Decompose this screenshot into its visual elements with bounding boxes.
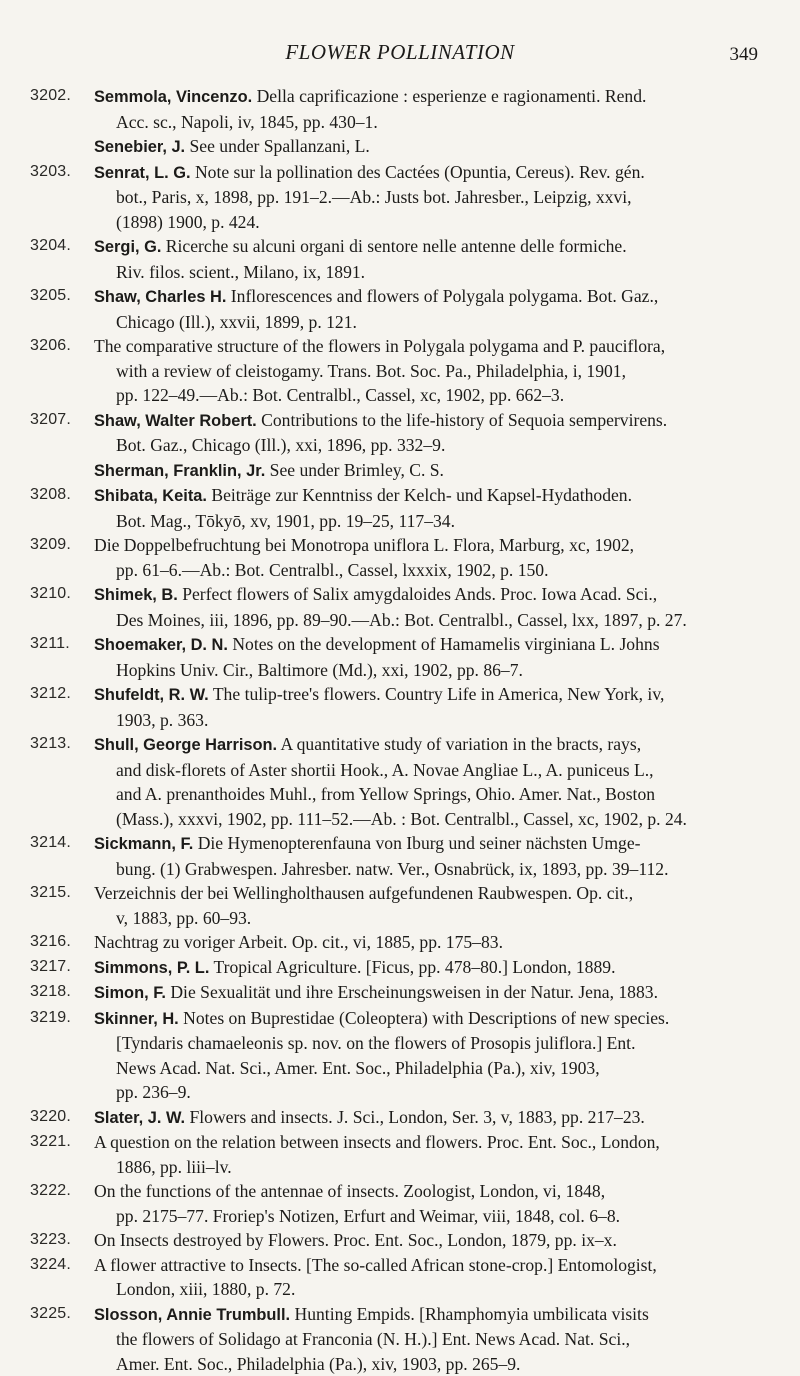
bibliography-entry [30, 1179, 765, 1228]
bibliography-entry [30, 732, 765, 831]
entry-author: Shoemaker, D. N. [94, 636, 228, 654]
bibliography-entry [30, 458, 765, 484]
entry-text: Nachtrag zu voriger Arbeit. Op. cit., vi, 1885, pp. 175–83. [94, 932, 503, 952]
entry-line [94, 881, 765, 906]
entry-text: and disk-florets of Aster shortii Hook., A. Novae Angliae L., A. puniceus L., [116, 760, 654, 780]
bibliography-entry [30, 234, 765, 284]
entry-text: Verzeichnis der bei Wellingholthausen aufgefundenen Raubwespen. Op. cit., [94, 883, 633, 903]
entry-author: Shimek, B. [94, 586, 178, 604]
entry-author: Semmola, Vincenzo. [94, 88, 252, 106]
entry-text: See under Brimley, C. S. [265, 460, 444, 480]
entry-number: 3225. [30, 1302, 86, 1327]
entry-number: 3213. [30, 732, 86, 757]
entry-number: 3212. [30, 682, 86, 707]
bibliography-entry [30, 284, 765, 334]
entry-line [94, 831, 765, 857]
entry-text: pp. 236–9. [116, 1082, 191, 1102]
entry-number: 3215. [30, 881, 86, 906]
entry-text: Hunting Empids. [Rhamphomyia umbilicata visits [290, 1304, 649, 1324]
entry-number: 3220. [30, 1105, 86, 1130]
entry-text: Notes on Buprestidae (Coleoptera) with Descriptions of new species. [179, 1008, 670, 1028]
entry-text: v, 1883, pp. 60–93. [116, 908, 251, 928]
entry-text: Contributions to the life-history of Sequoia sempervirens. [257, 410, 667, 430]
bibliography-entry [30, 84, 765, 134]
entry-line [94, 758, 765, 783]
bibliography-entry [30, 1006, 765, 1105]
entry-text: Flowers and insects. J. Sci., London, Ser. 3, v, 1883, pp. 217–23. [185, 1107, 645, 1127]
entry-text: Tropical Agriculture. [Ficus, pp. 478–80.] London, 1889. [209, 957, 615, 977]
entry-number: 3217. [30, 955, 86, 980]
entry-text: The comparative structure of the flowers in Polygala polygama and P. pauciflora, [94, 336, 665, 356]
entry-text: News Acad. Nat. Sci., Amer. Ent. Soc., Philadelphia (Pa.), xiv, 1903, [116, 1058, 600, 1078]
entry-author: Skinner, H. [94, 1010, 179, 1028]
entry-text: Notes on the development of Hamamelis virginiana L. Johns [228, 634, 660, 654]
entry-author: Senebier, J. [94, 138, 185, 156]
entry-author: Simmons, P. L. [94, 959, 209, 977]
entry-text: Die Sexualität und ihre Erscheinungsweisen in der Natur. Jena, 1883. [166, 982, 658, 1002]
entry-number: 3218. [30, 980, 86, 1005]
entry-line [94, 708, 765, 733]
entry-text: Acc. sc., Napoli, iv, 1845, pp. 430–1. [116, 112, 378, 132]
entry-line [94, 1006, 765, 1032]
entry-text: pp. 61–6.—Ab.: Bot. Centralbl., Cassel, lxxxix, 1902, p. 150. [116, 560, 549, 580]
entry-number: 3214. [30, 831, 86, 856]
entry-author: Senrat, L. G. [94, 164, 191, 182]
bibliography-entry [30, 1130, 765, 1179]
entry-line [94, 1327, 765, 1352]
bibliography-entry [30, 582, 765, 632]
entry-line [94, 1155, 765, 1180]
entry-text: A quantitative study of variation in the bracts, rays, [277, 734, 641, 754]
bibliography-entry [30, 1228, 765, 1253]
entry-text: bung. (1) Grabwespen. Jahresber. natw. Ver., Osnabrück, ix, 1893, pp. 39–112. [116, 859, 668, 879]
entry-text: 1903, p. 363. [116, 710, 208, 730]
entry-line [94, 458, 765, 484]
bibliography-entry [30, 1253, 765, 1302]
entry-number: 3219. [30, 1006, 86, 1031]
entry-line [94, 1056, 765, 1081]
entry-number: 3216. [30, 930, 86, 955]
bibliography-entry [30, 930, 765, 955]
entry-line [94, 582, 765, 608]
entry-text: Des Moines, iii, 1896, pp. 89–90.—Ab.: Bot. Centralbl., Cassel, lxx, 1897, p. 27. [116, 610, 687, 630]
running-title: FLOWER POLLINATION [0, 40, 800, 65]
entry-text: and A. prenanthoides Muhl., from Yellow Springs, Ohio. Amer. Nat., Boston [116, 784, 655, 804]
entry-line [94, 84, 765, 110]
entry-line [94, 632, 765, 658]
entry-line [94, 1130, 765, 1155]
entry-number: 3205. [30, 284, 86, 309]
entry-text: A flower attractive to Insects. [The so-called African stone-crop.] Entomologist, [94, 1255, 657, 1275]
entry-line [94, 110, 765, 135]
entry-text: Chicago (Ill.), xxvii, 1899, p. 121. [116, 312, 357, 332]
entry-line [94, 857, 765, 882]
entry-number: 3211. [30, 632, 86, 657]
bibliography-entry [30, 1302, 765, 1376]
entry-number: 3209. [30, 533, 86, 558]
entry-text: See under Spallanzani, L. [185, 136, 370, 156]
bibliography-entry [30, 682, 765, 732]
entry-number: 3223. [30, 1228, 86, 1253]
entry-line [94, 134, 765, 160]
entry-number: 3221. [30, 1130, 86, 1155]
entry-text: Inflorescences and flowers of Polygala polygama. Bot. Gaz., [226, 286, 658, 306]
entry-line [94, 1228, 765, 1253]
entry-author: Slosson, Annie Trumbull. [94, 1306, 290, 1324]
entry-text: Hopkins Univ. Cir., Baltimore (Md.), xxi, 1902, pp. 86–7. [116, 660, 523, 680]
entry-number: 3222. [30, 1179, 86, 1204]
entry-text: Bot. Gaz., Chicago (Ill.), xxi, 1896, pp. 332–9. [116, 435, 445, 455]
entry-line [94, 1204, 765, 1229]
entry-text: Bot. Mag., Tōkyō, xv, 1901, pp. 19–25, 117–34. [116, 511, 455, 531]
entry-line [94, 533, 765, 558]
entry-line [94, 1105, 765, 1131]
entry-line [94, 483, 765, 509]
entry-line [94, 160, 765, 186]
bibliography-entry [30, 980, 765, 1006]
bibliography-entry [30, 1105, 765, 1131]
entry-text: Della caprificazione : esperienze e ragionamenti. Rend. [252, 86, 646, 106]
entry-line [94, 359, 765, 384]
entry-text: the flowers of Solidago at Franconia (N. H.).] Ent. News Acad. Nat. Sci., [116, 1329, 630, 1349]
bibliography-entry [30, 408, 765, 458]
entry-text: 1886, pp. liii–lv. [116, 1157, 232, 1177]
page-number: 349 [730, 44, 759, 66]
entry-line [94, 658, 765, 683]
entry-line [94, 284, 765, 310]
entry-text: Ricerche su alcuni organi di sentore nelle antenne delle formiche. [161, 236, 626, 256]
entry-line [94, 1080, 765, 1105]
bibliography-entry [30, 955, 765, 981]
entry-text: Amer. Ent. Soc., Philadelphia (Pa.), xiv, 1903, pp. 265–9. [116, 1354, 520, 1374]
bibliography-list [30, 84, 765, 1376]
entry-line [94, 210, 765, 235]
entry-line [94, 408, 765, 434]
entry-line [94, 930, 765, 955]
entry-line [94, 310, 765, 335]
entry-text: [Tyndaris chamaeleonis sp. nov. on the flowers of Prosopis juliflora.] Ent. [116, 1033, 635, 1053]
entry-text: pp. 2175–77. Froriep's Notizen, Erfurt and Weimar, viii, 1848, col. 6–8. [116, 1206, 620, 1226]
entry-line [94, 509, 765, 534]
entry-line [94, 1302, 765, 1328]
bibliography-entry [30, 632, 765, 682]
entry-author: Simon, F. [94, 984, 166, 1002]
entry-author: Sickmann, F. [94, 835, 193, 853]
entry-line [94, 807, 765, 832]
entry-line [94, 782, 765, 807]
entry-text: Note sur la pollination des Cactées (Opuntia, Cereus). Rev. gén. [191, 162, 645, 182]
entry-text: (Mass.), xxxvi, 1902, pp. 111–52.—Ab. : Bot. Centralbl., Cassel, xc, 1902, p. 24. [116, 809, 687, 829]
entry-text: (1898) 1900, p. 424. [116, 212, 260, 232]
entry-number: 3208. [30, 483, 86, 508]
bibliography-entry [30, 160, 765, 235]
bibliography-entry [30, 334, 765, 408]
entry-line [94, 906, 765, 931]
entry-line [94, 732, 765, 758]
entry-text: London, xiii, 1880, p. 72. [116, 1279, 295, 1299]
entry-text: On the functions of the antennae of insects. Zoologist, London, vi, 1848, [94, 1181, 605, 1201]
entry-line [94, 433, 765, 458]
entry-line [94, 334, 765, 359]
entry-text: Perfect flowers of Salix amygdaloides Ands. Proc. Iowa Acad. Sci., [178, 584, 657, 604]
page-header [0, 40, 800, 70]
entry-line [94, 383, 765, 408]
entry-number: 3203. [30, 160, 86, 185]
bibliography-entry [30, 134, 765, 160]
entry-number: 3204. [30, 234, 86, 259]
entry-line [94, 185, 765, 210]
entry-author: Shufeldt, R. W. [94, 686, 209, 704]
entry-line [94, 558, 765, 583]
entry-author: Sherman, Franklin, Jr. [94, 462, 265, 480]
entry-line [94, 1352, 765, 1376]
entry-line [94, 260, 765, 285]
entry-text: bot., Paris, x, 1898, pp. 191–2.—Ab.: Justs bot. Jahresber., Leipzig, xxvi, [116, 187, 632, 207]
bibliography-entry [30, 881, 765, 930]
entry-text: Die Hymenopterenfauna von Iburg und seiner nächsten Umge- [193, 833, 640, 853]
entry-line [94, 1253, 765, 1278]
entry-author: Shibata, Keita. [94, 487, 207, 505]
entry-author: Shull, George Harrison. [94, 736, 277, 754]
entry-line [94, 1031, 765, 1056]
entry-line [94, 980, 765, 1006]
entry-number: 3224. [30, 1253, 86, 1278]
entry-line [94, 234, 765, 260]
entry-line [94, 608, 765, 633]
bibliography-entry [30, 533, 765, 582]
entry-text: with a review of cleistogamy. Trans. Bot. Soc. Pa., Philadelphia, i, 1901, [116, 361, 626, 381]
entry-line [94, 1179, 765, 1204]
bibliography-entry [30, 483, 765, 533]
entry-text: pp. 122–49.—Ab.: Bot. Centralbl., Cassel, xc, 1902, pp. 662–3. [116, 385, 564, 405]
entry-author: Shaw, Charles H. [94, 288, 226, 306]
entry-line [94, 1277, 765, 1302]
entry-text: The tulip-tree's flowers. Country Life in America, New York, iv, [209, 684, 665, 704]
entry-text: On Insects destroyed by Flowers. Proc. Ent. Soc., London, 1879, pp. ix–x. [94, 1230, 617, 1250]
entry-text: Beiträge zur Kenntniss der Kelch- und Kapsel-Hydathoden. [207, 485, 632, 505]
entry-number: 3207. [30, 408, 86, 433]
entry-text: Die Doppelbefruchtung bei Monotropa uniflora L. Flora, Marburg, xc, 1902, [94, 535, 634, 555]
entry-number: 3206. [30, 334, 86, 359]
entry-author: Slater, J. W. [94, 1109, 185, 1127]
entry-author: Shaw, Walter Robert. [94, 412, 257, 430]
entry-text: A question on the relation between insects and flowers. Proc. Ent. Soc., London, [94, 1132, 660, 1152]
entry-line [94, 682, 765, 708]
entry-line [94, 955, 765, 981]
entry-number: 3210. [30, 582, 86, 607]
entry-author: Sergi, G. [94, 238, 161, 256]
entry-number: 3202. [30, 84, 86, 109]
entry-text: Riv. filos. scient., Milano, ix, 1891. [116, 262, 365, 282]
bibliography-entry [30, 831, 765, 881]
